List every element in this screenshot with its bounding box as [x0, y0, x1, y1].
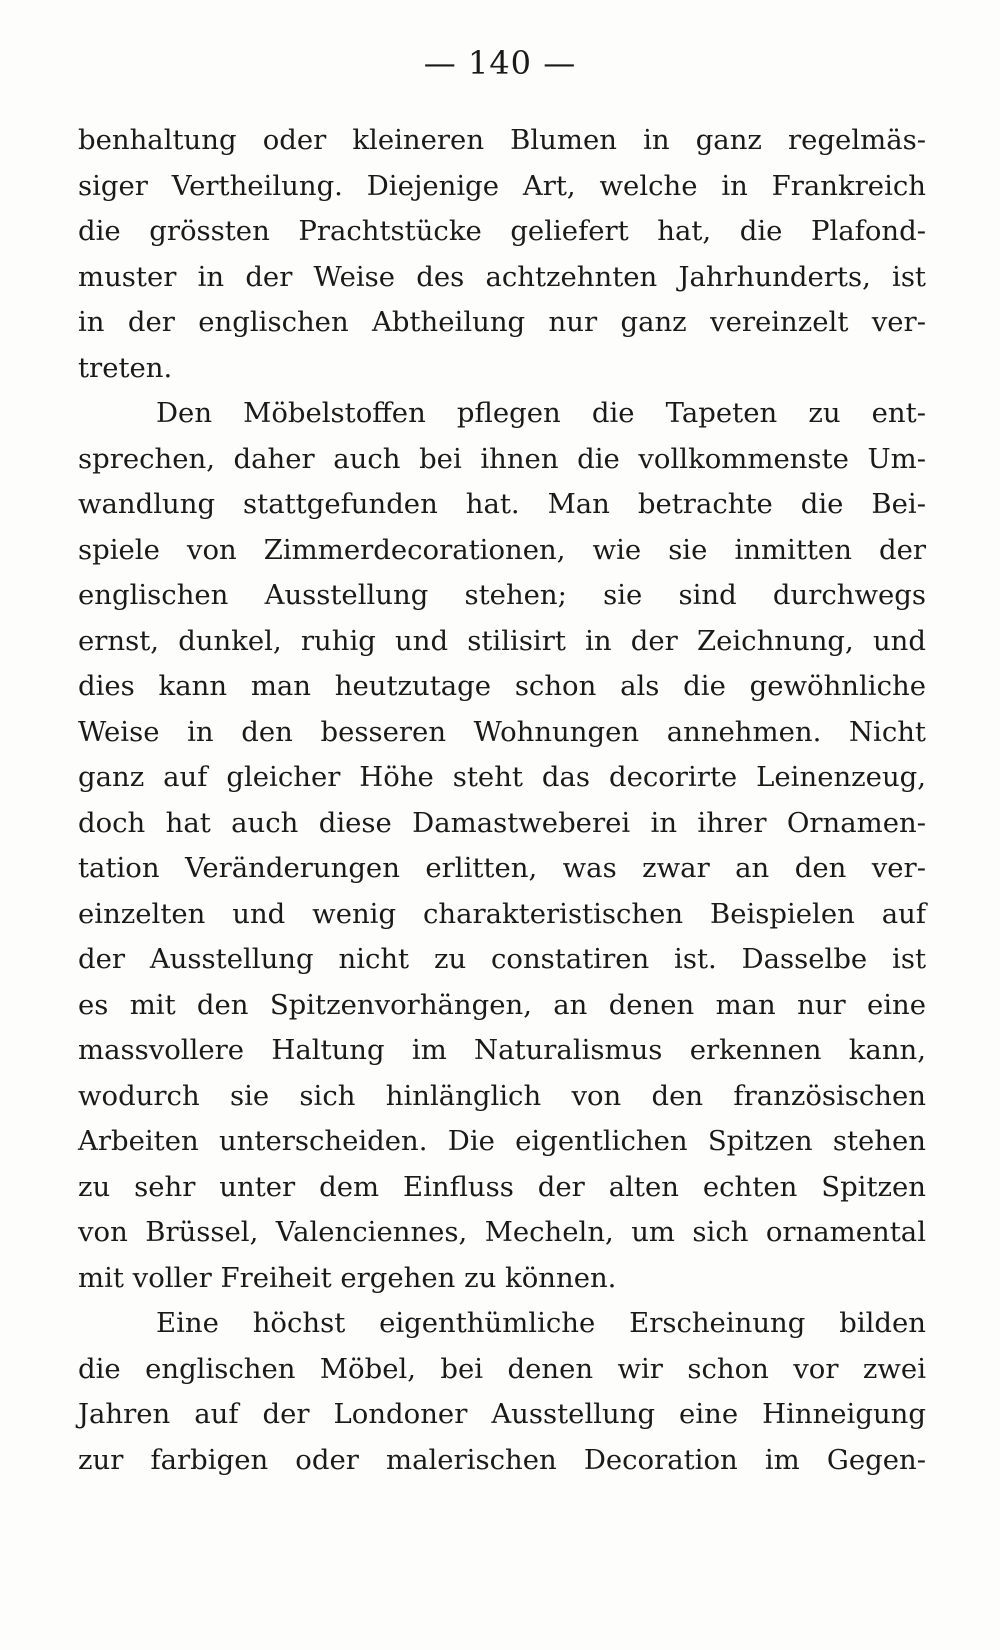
text-line: sprechen, daher auch bei ihnen die vollkommenste Um-	[78, 442, 926, 475]
text-line: benhaltung oder kleineren Blumen in ganz regelmäs-	[78, 124, 926, 156]
paragraph	[78, 391, 926, 1301]
text-line: Weise in den besseren Wohnungen annehmen. Nicht	[78, 715, 926, 748]
text-line: Eine höchst eigenthümliche Erscheinung bilden	[156, 1307, 926, 1339]
text-line: ganz auf gleicher Höhe steht das decorirte Leinenzeug,	[78, 761, 926, 793]
text-line: tation Veränderungen erlitten, was zwar an den ver-	[78, 852, 926, 884]
text-line: der Ausstellung nicht zu constatiren ist. Dasselbe ist	[78, 943, 926, 975]
text-line: wodurch sie sich hinlänglich von den französischen	[78, 1079, 926, 1112]
text-line: die grössten Prachtstücke geliefert hat, die Plafond-	[78, 215, 926, 247]
text-line: dies kann man heutzutage schon als die gewöhnliche	[78, 670, 926, 702]
text-line: massvollere Haltung im Naturalismus erkennen kann,	[78, 1034, 926, 1066]
text-line: Den Möbelstoffen pflegen die Tapeten zu ent-	[156, 397, 926, 429]
text-line: englischen Ausstellung stehen; sie sind durchwegs	[78, 579, 926, 611]
text-line: einzelten und wenig charakteristischen Beispielen auf	[78, 897, 926, 930]
text-line: Jahren auf der Londoner Ausstellung eine Hinneigung	[78, 1398, 926, 1430]
text-line: mit voller Freiheit ergehen zu können.	[78, 1261, 617, 1294]
text-line: zur farbigen oder malerischen Decoration im Gegen-	[78, 1443, 926, 1476]
text-line: treten.	[78, 351, 173, 384]
paragraph	[78, 118, 926, 391]
paragraph	[78, 1301, 926, 1483]
text-line: spiele von Zimmerdecorationen, wie sie inmitten der	[78, 533, 926, 566]
text-line: in der englischen Abtheilung nur ganz vereinzelt ver-	[78, 306, 926, 338]
text-line: Arbeiten unterscheiden. Die eigentlichen Spitzen stehen	[78, 1125, 926, 1157]
text-line: die englischen Möbel, bei denen wir schon vor zwei	[78, 1352, 926, 1385]
text-line: muster in der Weise des achtzehnten Jahrhunderts, ist	[78, 260, 926, 293]
text-line: ernst, dunkel, ruhig und stilisirt in der Zeichnung, und	[78, 624, 926, 657]
text-line: es mit den Spitzenvorhängen, an denen man nur eine	[78, 988, 926, 1021]
body-text	[78, 118, 926, 1483]
text-line: zu sehr unter dem Einfluss der alten echten Spitzen	[78, 1170, 926, 1203]
text-line: doch hat auch diese Damastweberei in ihrer Ornamen-	[78, 806, 926, 839]
text-line: von Brüssel, Valenciennes, Mecheln, um sich ornamental	[78, 1216, 926, 1248]
page-number: — 140 —	[423, 44, 577, 82]
text-line: siger Vertheilung. Diejenige Art, welche in Frankreich	[78, 169, 926, 202]
text-line: wandlung stattgefunden hat. Man betrachte die Bei-	[78, 488, 926, 520]
